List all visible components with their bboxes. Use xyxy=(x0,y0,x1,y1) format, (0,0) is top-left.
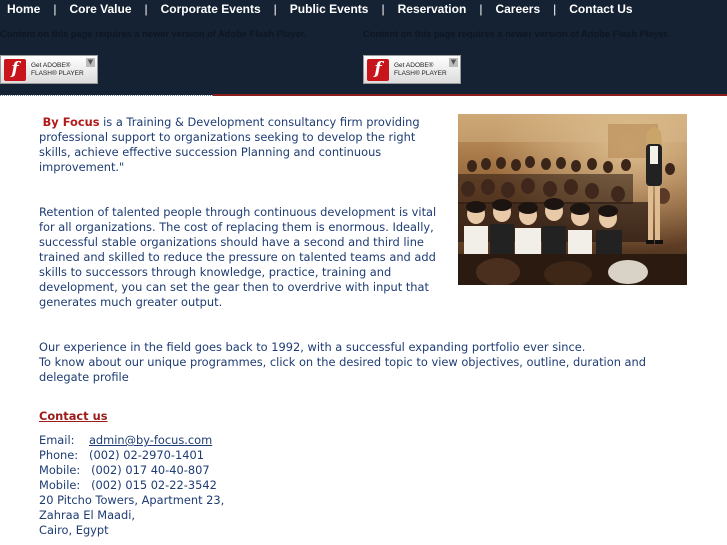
nav-contact-us[interactable]: Contact Us xyxy=(569,2,633,16)
nav-public-events[interactable]: Public Events xyxy=(289,2,369,16)
programmes-paragraph: To know about our unique programmes, click on the desired topic to view objectives, outline, duration and delegate profile xyxy=(39,355,646,384)
intro-paragraph xyxy=(39,115,449,175)
nav-careers[interactable]: Careers xyxy=(495,2,541,16)
email-link[interactable]: admin@by-focus.com xyxy=(88,433,213,447)
main-nav xyxy=(0,0,633,18)
mobile-number: (002) 017 40-40-807 xyxy=(91,463,210,477)
contact-mobile-row xyxy=(39,463,449,478)
intro-text: is a Training & Development consultancy firm providing professional support to organizations seeking to develop the right skills, achieve effective succession Planning and continuous improvement." xyxy=(39,115,420,174)
contact-heading-row xyxy=(39,409,449,424)
contact-email-row xyxy=(39,433,449,448)
mobile-label: Mobile: xyxy=(39,478,81,492)
nav-separator: | xyxy=(53,2,57,16)
flash-badge-product: FLASH® PLAYER xyxy=(31,69,84,77)
contact-mobile-row xyxy=(39,478,449,493)
phone-label: Phone: xyxy=(39,448,79,462)
contact-us-link[interactable]: Contact us xyxy=(39,409,108,423)
mobile-number: (002) 015 02-22-3542 xyxy=(91,478,217,492)
training-seminar-photo xyxy=(458,114,687,285)
address-line: 20 Pitcho Towers, Apartment 23, xyxy=(39,493,225,507)
nav-core-value[interactable]: Core Value xyxy=(69,2,132,16)
flash-required-message: Content on this page requires a newer version of Adobe Flash Player. xyxy=(363,29,670,40)
get-flash-player-button[interactable] xyxy=(363,55,461,84)
nav-home[interactable]: Home xyxy=(7,2,41,16)
header-bar xyxy=(0,0,727,95)
nav-separator: | xyxy=(273,2,277,16)
address-line: Zahraa El Maadi, xyxy=(39,508,136,522)
nav-corporate-events[interactable]: Corporate Events xyxy=(160,2,261,16)
nav-separator: | xyxy=(553,2,557,16)
retention-paragraph: Retention of talented people through continuous development is vital for all organizations. The cost of replacing them is enormous. Ideally, successful stable organizations should have a second and third line trained and skilled to reduce the pressure on talented teams and add skills to successors through knowledge, practice, training and development, you can set the gear then to overdrive with input that generates much greater output. xyxy=(39,205,437,309)
download-arrow-icon: ▼ xyxy=(450,58,457,66)
download-arrow-icon: ▼ xyxy=(87,58,94,66)
flash-placeholder-left xyxy=(0,29,360,89)
nav-separator: | xyxy=(381,2,385,16)
flash-badge-text xyxy=(31,62,84,78)
mobile-label: Mobile: xyxy=(39,463,81,477)
main-content xyxy=(39,115,646,538)
header-divider-dotted xyxy=(0,95,213,96)
brand-name: By Focus xyxy=(42,115,100,129)
nav-separator: | xyxy=(479,2,483,16)
address-line: Cairo, Egypt xyxy=(39,523,109,537)
header-divider-red xyxy=(213,94,727,96)
flash-badge-product: FLASH® PLAYER xyxy=(394,69,447,77)
nav-reservation[interactable]: Reservation xyxy=(397,2,467,16)
flash-badge-brand: Get ADOBE® xyxy=(394,61,434,69)
flash-placeholder-right xyxy=(363,29,723,89)
flash-badge-brand: Get ADOBE® xyxy=(31,61,71,69)
email-label: Email: xyxy=(39,433,75,447)
flash-badge-text xyxy=(394,62,447,78)
get-flash-player-button[interactable] xyxy=(0,55,98,84)
nav-separator: | xyxy=(144,2,148,16)
phone-number: (002) 02-2970-1401 xyxy=(89,448,204,462)
adobe-flash-f-icon: f xyxy=(4,59,26,81)
flash-required-message: Content on this page requires a newer version of Adobe Flash Player. xyxy=(0,29,307,40)
experience-paragraph: Our experience in the field goes back to 1992, with a successful expanding portfolio ever since. xyxy=(39,340,586,354)
contact-phone-row xyxy=(39,448,449,463)
adobe-flash-f-icon: f xyxy=(367,59,389,81)
